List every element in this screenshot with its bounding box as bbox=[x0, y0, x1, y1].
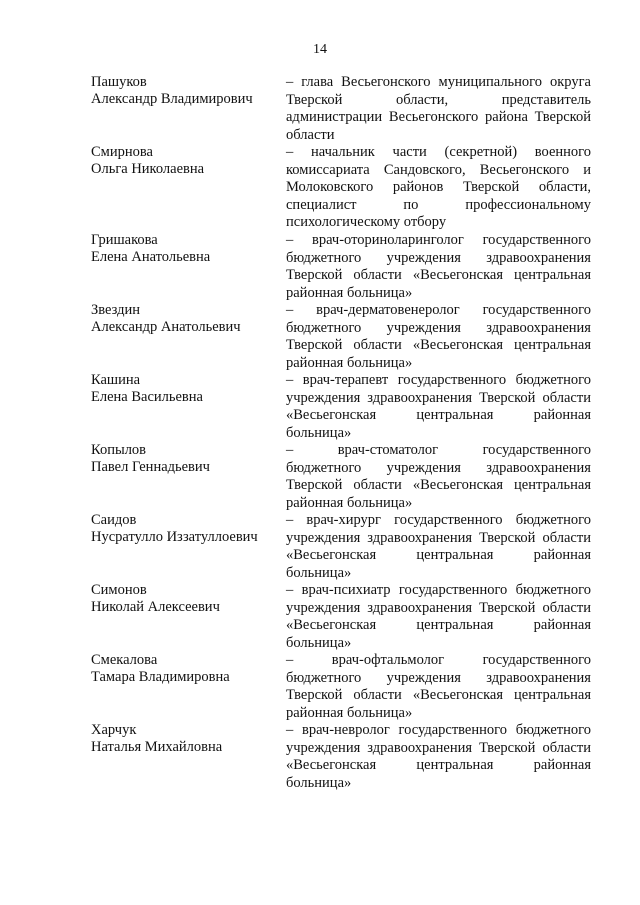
role-line: районная больница» bbox=[286, 354, 413, 371]
member-name bbox=[91, 372, 281, 406]
role-line: – врач-офтальмолог государственного bbox=[286, 652, 591, 668]
member-name bbox=[91, 512, 281, 546]
role-line: учреждения здравоохранения Тверской области bbox=[286, 739, 591, 756]
member-name bbox=[91, 582, 281, 616]
member-name bbox=[91, 144, 281, 178]
member-surname: Смекалова bbox=[91, 652, 158, 668]
role-line: районная больница» bbox=[286, 704, 413, 721]
page-number: 14 bbox=[313, 42, 327, 57]
member-surname: Звездин bbox=[91, 302, 141, 318]
member-given-names: Николай Алексеевич bbox=[91, 599, 220, 615]
role-line: – врач-хирург государственного бюджетного bbox=[286, 512, 591, 528]
role-line: – врач-оториноларинголог государственного bbox=[286, 232, 591, 248]
role-line: «Весьегонская центральная районная bbox=[286, 757, 591, 773]
member-role bbox=[286, 74, 591, 144]
member-given-names: Александр Владимирович bbox=[91, 91, 253, 107]
role-line: больница» bbox=[286, 634, 352, 651]
role-line: – врач-психиатр государственного бюджетного bbox=[286, 582, 591, 598]
member-role bbox=[286, 722, 591, 792]
role-line: бюджетного учреждения здравоохранения bbox=[286, 459, 591, 476]
role-line: Тверской области «Весьегонская центральная bbox=[286, 267, 591, 283]
role-line: больница» bbox=[286, 424, 352, 441]
role-line: Тверской области «Весьегонская центральная bbox=[286, 687, 591, 703]
role-line: комиссариата Сандовского, Весьегонского и bbox=[286, 161, 591, 178]
member-name bbox=[91, 442, 281, 476]
role-line: больница» bbox=[286, 564, 352, 581]
role-line: – врач-терапевт государственного бюджетного bbox=[286, 372, 591, 388]
role-line: учреждения здравоохранения Тверской области bbox=[286, 599, 591, 616]
member-role bbox=[286, 652, 591, 722]
member-given-names: Елена Васильевна bbox=[91, 389, 203, 405]
member-name bbox=[91, 74, 281, 108]
role-line: учреждения здравоохранения Тверской области bbox=[286, 529, 591, 546]
member-given-names: Наталья Михайловна bbox=[91, 739, 223, 755]
member-surname: Гришакова bbox=[91, 232, 158, 248]
role-line: бюджетного учреждения здравоохранения bbox=[286, 249, 591, 266]
member-name bbox=[91, 722, 281, 756]
member-surname: Симонов bbox=[91, 582, 147, 598]
role-line: области bbox=[286, 126, 335, 143]
role-line: Тверской области «Весьегонская центральная bbox=[286, 477, 591, 493]
member-role bbox=[286, 512, 591, 582]
member-surname: Смирнова bbox=[91, 144, 153, 160]
member-surname: Харчук bbox=[91, 722, 137, 738]
role-line: Молоковского районов Тверской области, bbox=[286, 179, 591, 195]
member-surname: Копылов bbox=[91, 442, 147, 458]
member-given-names: Ольга Николаевна bbox=[91, 161, 205, 177]
member-name bbox=[91, 302, 281, 336]
role-line: – врач-невролог государственного бюджетного bbox=[286, 722, 591, 738]
member-surname: Саидов bbox=[91, 512, 137, 528]
member-surname: Кашина bbox=[91, 372, 141, 388]
role-line: учреждения здравоохранения Тверской области bbox=[286, 389, 591, 406]
role-line: бюджетного учреждения здравоохранения bbox=[286, 319, 591, 336]
role-line: бюджетного учреждения здравоохранения bbox=[286, 669, 591, 686]
role-line: «Весьегонская центральная районная bbox=[286, 617, 591, 633]
role-line: больница» bbox=[286, 774, 352, 791]
member-given-names: Павел Геннадьевич bbox=[91, 459, 210, 475]
role-line: – врач-стоматолог государственного bbox=[286, 442, 591, 458]
member-given-names: Нусратулло Иззатуллоевич bbox=[91, 529, 258, 545]
member-role bbox=[286, 442, 591, 512]
role-line: районная больница» bbox=[286, 494, 413, 511]
role-line: – глава Весьегонского муниципального округа bbox=[286, 74, 591, 90]
role-line: – врач-дерматовенеролог государственного bbox=[286, 302, 591, 318]
role-line: «Весьегонская центральная районная bbox=[286, 547, 591, 563]
member-role bbox=[286, 232, 591, 302]
member-given-names: Александр Анатольевич bbox=[91, 319, 241, 335]
member-role bbox=[286, 302, 591, 372]
member-surname: Пашуков bbox=[91, 74, 147, 90]
member-role bbox=[286, 144, 591, 232]
role-line: администрации Весьегонского района Тверской bbox=[286, 109, 591, 125]
role-line: Тверской области, представитель bbox=[286, 91, 591, 108]
role-line: психологическому отбору bbox=[286, 214, 447, 230]
role-line: – начальник части (секретной) военного bbox=[286, 144, 591, 160]
member-name bbox=[91, 652, 281, 686]
member-given-names: Тамара Владимировна bbox=[91, 669, 230, 685]
member-role bbox=[286, 372, 591, 442]
role-line: «Весьегонская центральная районная bbox=[286, 407, 591, 423]
role-line: Тверской области «Весьегонская центральная bbox=[286, 337, 591, 353]
member-name bbox=[91, 232, 281, 266]
member-role bbox=[286, 582, 591, 652]
role-line: районная больница» bbox=[286, 284, 413, 301]
role-line: специалист по профессиональному bbox=[286, 196, 591, 213]
member-given-names: Елена Анатольевна bbox=[91, 249, 211, 265]
